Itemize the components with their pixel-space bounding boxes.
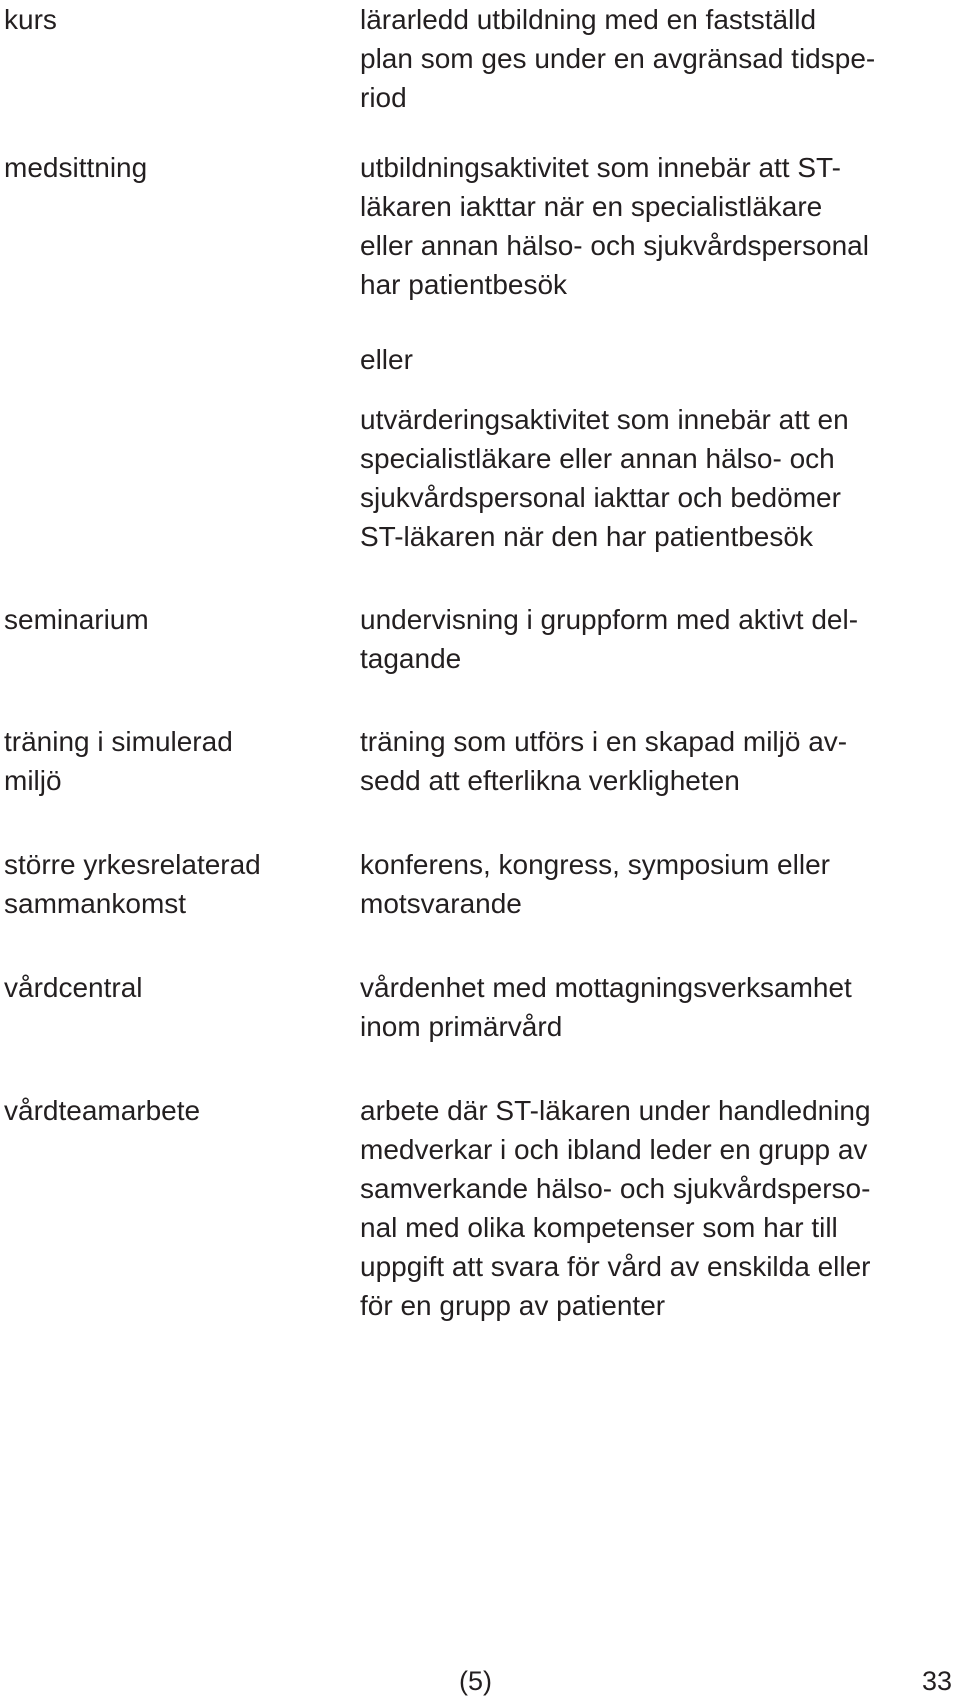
definition-storre-yrkesrelaterad-sammankomst [360, 845, 960, 923]
definition-line: nal med olika kompetenser som har till [360, 1212, 838, 1243]
definition-line: utvärderingsaktivitet som innebär att en [360, 404, 849, 435]
definition-vardteamarbete [360, 1091, 960, 1325]
definition-medsittning [360, 148, 960, 304]
term-line: medsittning [4, 152, 148, 183]
term-line: kurs [4, 4, 57, 35]
term-medsittning [4, 148, 314, 187]
term-line: sammankomst [4, 888, 187, 919]
definition-line: uppgift att svara för vård av enskilda eller [360, 1251, 871, 1282]
connector-word: eller [360, 344, 413, 375]
term-line: större yrkesrelaterad [4, 849, 261, 880]
page-number: 33 [922, 1666, 953, 1696]
term-traning-i-simulerad-miljo [4, 722, 314, 800]
definition-line: riod [360, 82, 407, 113]
definition-line: eller annan hälso- och sjukvårdspersonal [360, 230, 869, 261]
definition-line: inom primärvård [360, 1011, 563, 1042]
definition-line: sjukvårdspersonal iakttar och bedömer [360, 482, 841, 513]
term-line: miljö [4, 765, 62, 796]
definition-line: lärarledd utbildning med en fastställd [360, 4, 817, 35]
definition-line: samverkande hälso- och sjukvårdsperso- [360, 1173, 871, 1204]
definition-line: medverkar i och ibland leder en grupp av [360, 1134, 868, 1165]
definition-line: konferens, kongress, symposium eller [360, 849, 830, 880]
term-kurs [4, 0, 314, 39]
definition-line: vårdenhet med mottagningsverksamhet [360, 972, 852, 1003]
term-vardteamarbete [4, 1091, 314, 1130]
definition-line: läkaren iakttar när en specialistläkare [360, 191, 823, 222]
definition-medsittning-alt [360, 400, 960, 556]
definition-line: sedd att efterlikna verkligheten [360, 765, 740, 796]
definition-seminarium [360, 600, 960, 678]
term-line: vårdteamarbete [4, 1095, 201, 1126]
definition-line: undervisning i gruppform med aktivt del- [360, 604, 859, 635]
definition-line: arbete där ST-läkaren under handledning [360, 1095, 871, 1126]
definition-line: motsvarande [360, 888, 522, 919]
definition-line: utbildningsaktivitet som innebär att ST- [360, 152, 841, 183]
definition-line: tagande [360, 643, 462, 674]
term-line: seminarium [4, 604, 149, 635]
term-line: träning i simulerad [4, 726, 233, 757]
term-storre-yrkesrelaterad-sammankomst [4, 845, 314, 923]
section-number: (5) [459, 1666, 492, 1696]
term-vardcentral [4, 968, 314, 1007]
definition-line: träning som utförs i en skapad miljö av- [360, 726, 848, 757]
definition-line: ST-läkaren när den har patientbesök [360, 521, 813, 552]
term-seminarium [4, 600, 314, 639]
definition-line: plan som ges under en avgränsad tidspe- [360, 43, 876, 74]
definition-line: för en grupp av patienter [360, 1290, 666, 1321]
term-line: vårdcentral [4, 972, 143, 1003]
definition-kurs [360, 0, 960, 117]
definition-line: specialistläkare eller annan hälso- och [360, 443, 835, 474]
definition-connector [360, 340, 960, 379]
definition-line: har patientbesök [360, 269, 568, 300]
definition-traning-i-simulerad-miljo [360, 722, 960, 800]
definition-vardcentral [360, 968, 960, 1046]
